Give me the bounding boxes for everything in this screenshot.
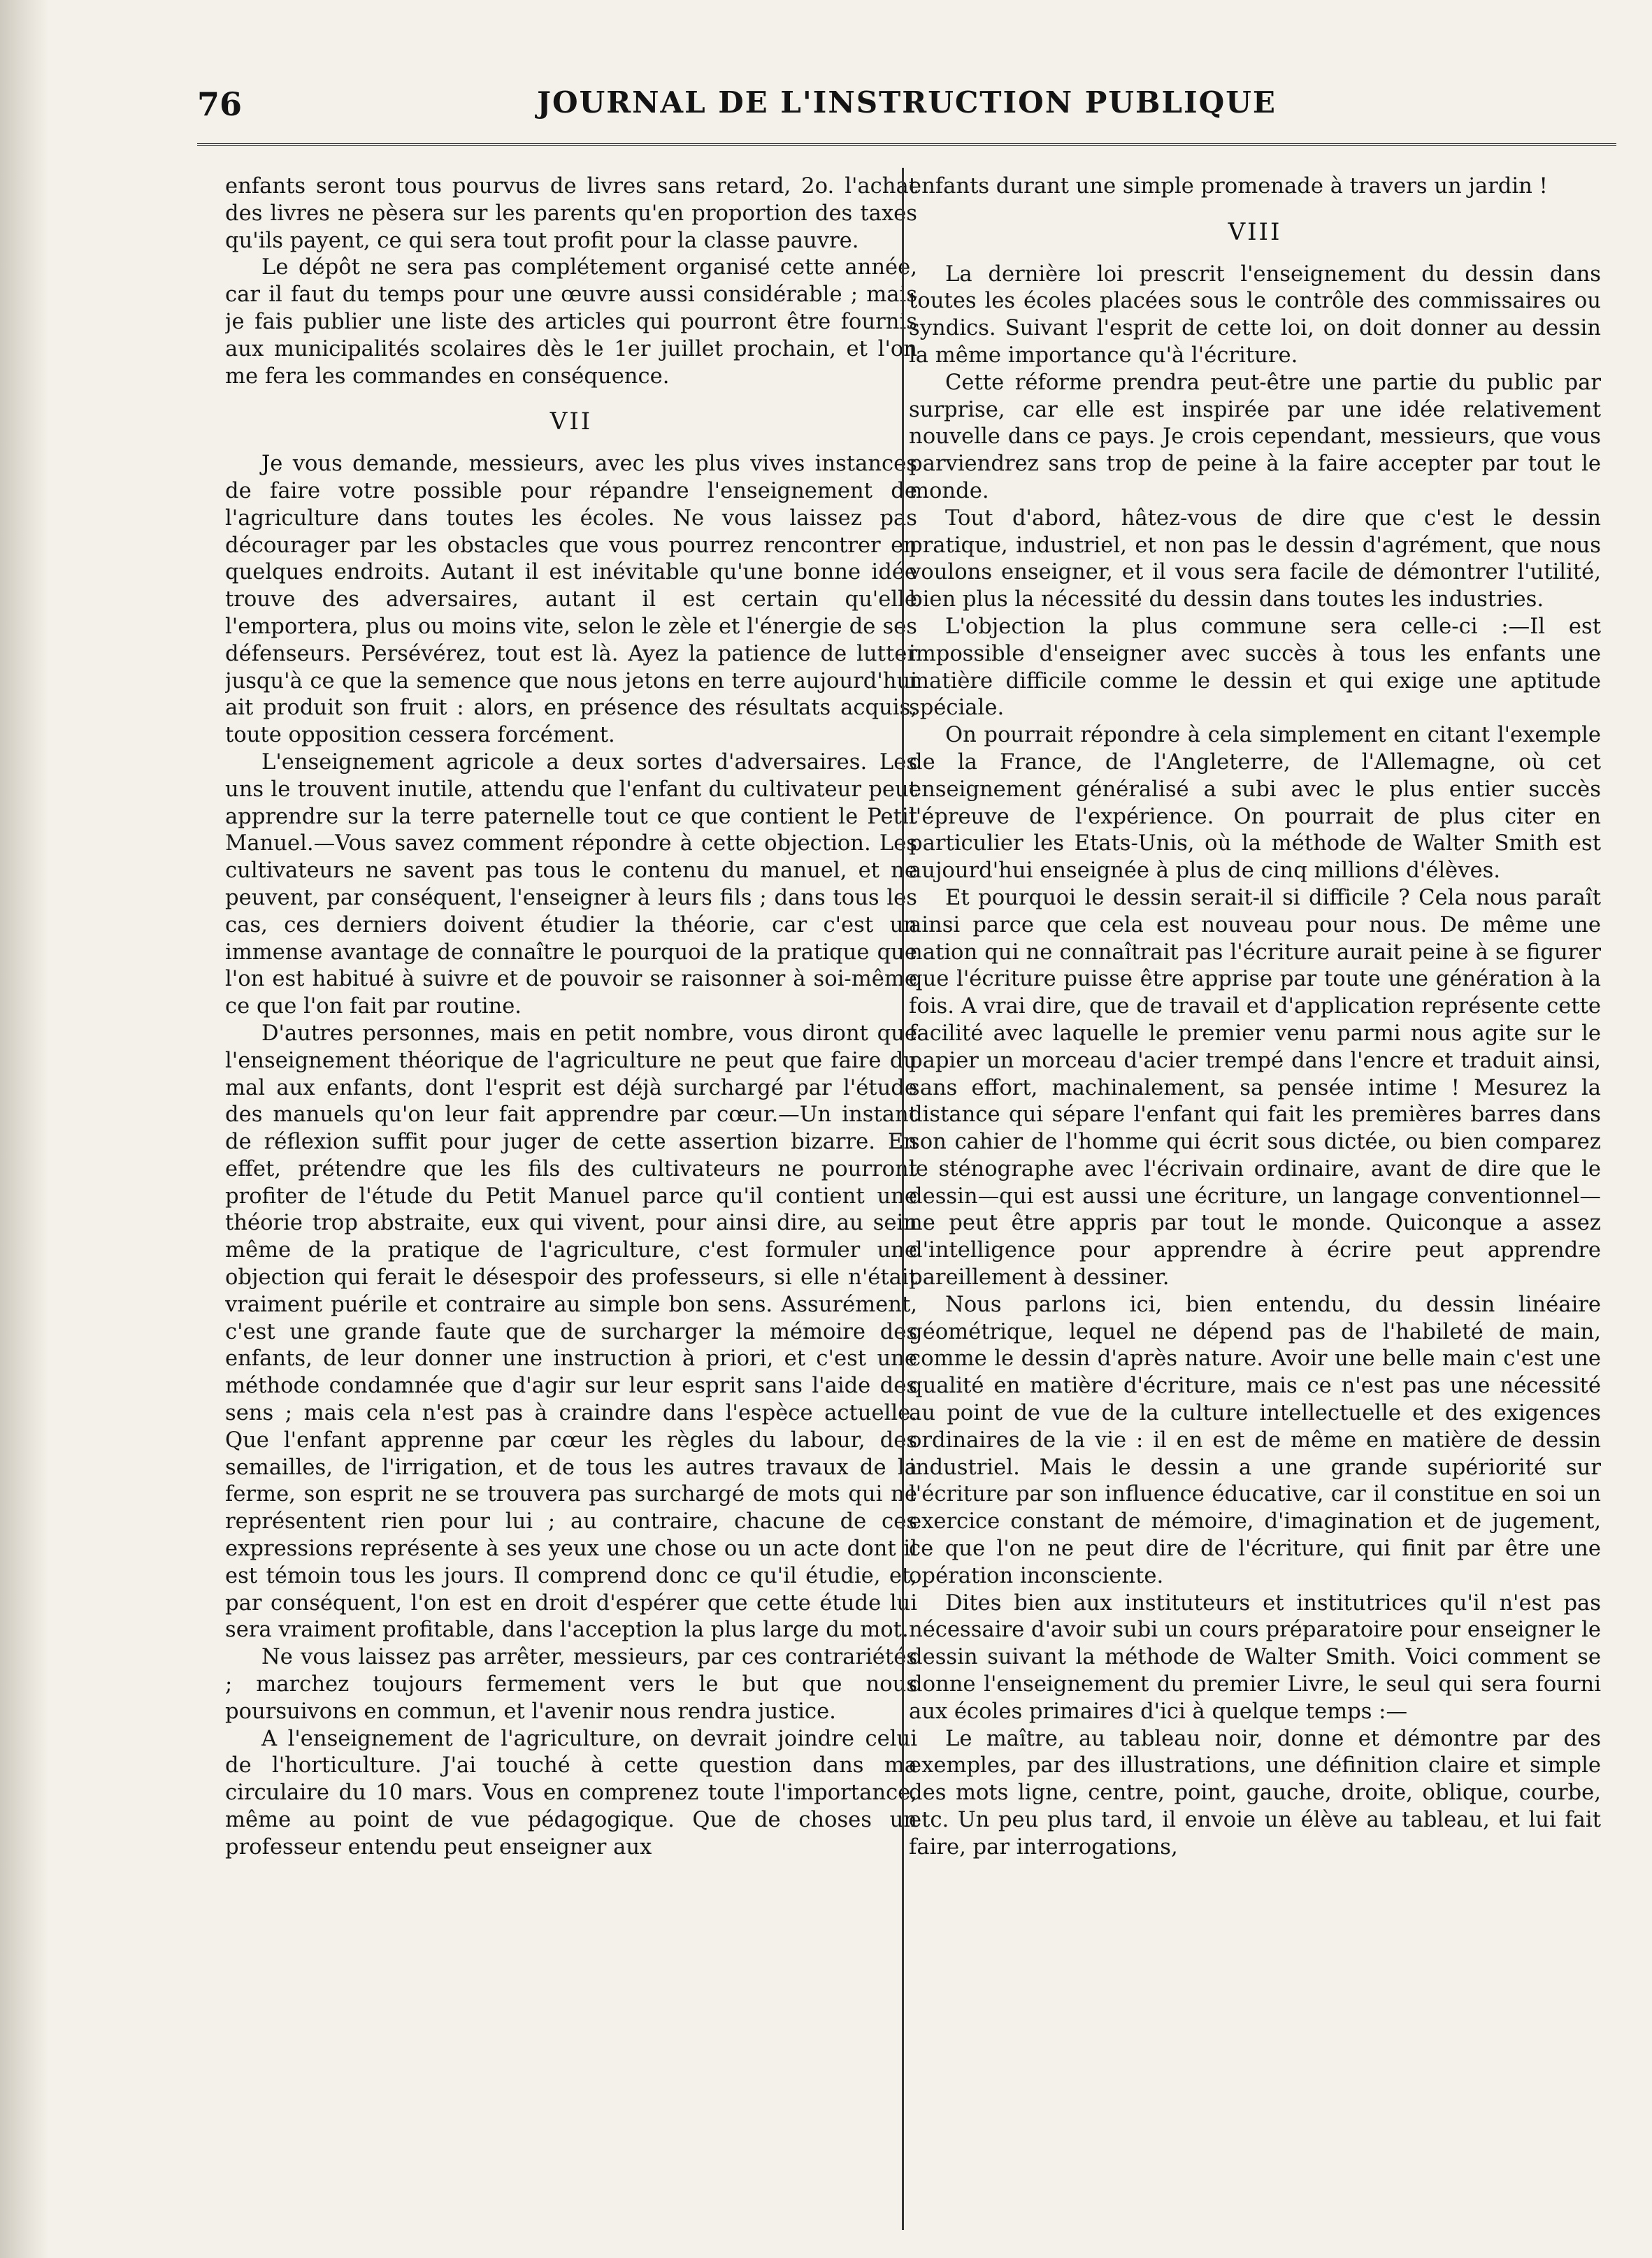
paragraph: A l'enseignement de l'agriculture, on devrait joindre celui de l'horticulture. J'ai touché à cette question dans ma circulaire du 10 mars. Vous en comprenez toute l'importance, même au point de vue pédagogique. Que de choses un professeur entendu peut enseigner aux xyxy=(225,1726,917,1860)
paragraph: D'autres personnes, mais en petit nombre, vous diront que l'enseignement théorique de l'agriculture ne peut que faire du mal aux enfants, dont l'esprit est déjà surchargé par l'étude des manuels qu'on leur fait apprendre par cœur.—Un instant de réflexion suffit pour juger de cette assertion bizarre. En effet, prétendre que les fils des cultivateurs ne pourront profiter de l'étude du Petit Manuel parce qu'il contient une théorie trop abstraite, eux qui vivent, pour ainsi dire, au sein même de la pratique de l'agriculture, c'est formuler une objection qui ferait le désespoir des professeurs, si elle n'était vraiment puérile et contraire au simple bon sens. Assurément, c'est une grande faute que de surcharger la mémoire des enfants, de leur donner une instruction à priori, et c'est une méthode condamnée que d'agir sur leur esprit sans l'aide des sens ; mais cela n'est pas à craindre dans l'espèce actuelle. Que l'enfant apprenne par cœur les règles du labour, des semailles, de l'irrigation, et de tous les autres travaux de la ferme, son esprit ne se trouvera pas surchargé de mots qui ne représentent rien pour lui ; au contraire, chacune de ces expressions représente à ses yeux une chose ou un acte dont il est témoin tous les jours. Il comprend donc ce qu'il étudie, et, par conséquent, l'on est en droit d'espérer que cette étude lui sera vraiment profitable, dans l'acception la plus large du mot. xyxy=(225,1021,917,1643)
header-rule xyxy=(197,143,1616,146)
section-heading: VIII xyxy=(1228,217,1282,246)
paragraph: Je vous demande, messieurs, avec les plus vives instances de faire votre possible pour répandre l'enseignement de l'agriculture dans toutes les écoles. Ne vous laissez pas décourager par les obstacles que vous pourrez rencontrer en quelques endroits. Autant il est inévitable qu'une bonne idée trouve des adversaires, autant il est certain qu'elle l'emportera, plus ou moins vite, selon le zèle et l'énergie de ses défenseurs. Persévérez, tout est là. Ayez la patience de lutter jusqu'à ce que la semence que nous jetons en terre aujourd'hui ait produit son fruit : alors, en présence des résultats acquis, toute opposition cessera forcément. xyxy=(225,452,917,748)
paragraph: Dites bien aux instituteurs et institutrices qu'il n'est pas nécessaire d'avoir subi un cours préparatoire pour enseigner le dessin suivant la méthode de Walter Smith. Voici comment se donne l'enseignement du premier Livre, le seul qui sera fourni aux écoles primaires d'ici à quelque temps :— xyxy=(909,1590,1601,1724)
paragraph: enfants durant une simple promenade à travers un jardin ! xyxy=(909,174,1548,199)
paragraph: Cette réforme prendra peut-être une partie du public par surprise, car elle est inspirée par une idée relativement nouvelle dans ce pays. Je crois cependant, messieurs, que vous parviendrez sans trop de peine à la faire accepter par tout le monde. xyxy=(909,370,1601,503)
paragraph: Tout d'abord, hâtez-vous de dire que c'est le dessin pratique, industriel, et non pas le dessin d'agrément, que nous voulons enseigner, et il vous sera facile de démontrer l'utilité, bien plus la nécessité du dessin dans toutes les industries. xyxy=(909,505,1601,612)
column-divider xyxy=(902,168,904,2230)
journal-title: JOURNAL DE L'INSTRUCTION PUBLIQUE xyxy=(537,85,1277,120)
section-heading: VII xyxy=(550,408,593,436)
page-number: 76 xyxy=(197,85,243,123)
paragraph: On pourrait répondre à cela simplement en citant l'exemple de la France, de l'Angleterre, de l'Allemagne, où cet enseignement généralisé a subi avec le plus entier succès l'épreuve de l'expérience. On pourrait de plus citer en particulier les Etats-Unis, où la méthode de Walter Smith est aujourd'hui enseignée à plus de cinq millions d'élèves. xyxy=(909,723,1601,884)
paragraph: Le maître, au tableau noir, donne et démontre par des exemples, par des illustrations, une définition claire et simple des mots ligne, centre, point, gauche, droite, oblique, courbe, etc. Un peu plus tard, il envoie un élève au tableau, et lui fait faire, par interrogations, xyxy=(909,1726,1601,1860)
paragraph: L'objection la plus commune sera celle-ci :—Il est impossible d'enseigner avec succès à tous les enfants une matière difficile comme le dessin et qui exige une aptitude spéciale. xyxy=(909,614,1601,721)
page-header xyxy=(197,82,1616,127)
paragraph: Nous parlons ici, bien entendu, du dessin linéaire géométrique, lequel ne dépend pas de l'habileté de main, comme le dessin d'après nature. Avoir une belle main c'est une qualité en matière d'écriture, mais ce n'est pas une nécessité au point de vue de la culture intellectuelle et des exigences ordinaires de la vie : il en est de même en matière de dessin industriel. Mais le dessin a une grande supériorité sur l'écriture par son influence éducative, car il constitue en soi un exercice constant de mémoire, d'imagination et de jugement, ce que l'on ne peut dire de l'écriture, qui finit par être une opération inconsciente. xyxy=(909,1292,1601,1588)
paragraph: Et pourquoi le dessin serait-il si difficile ? Cela nous paraît ainsi parce que cela est nouveau pour nous. De même une nation qui ne connaîtrait pas l'écriture aurait peine à se figurer que l'écriture puisse être apprise par toute une génération à la fois. A vrai dire, que de travail et d'application représente cette facilité avec laquelle le premier venu parmi nous agite sur le papier un morceau d'acier trempé dans l'encre et traduit ainsi, sans effort, machinalement, sa pensée intime ! Mesurez la distance qui sépare l'enfant qui fait les premières barres dans son cahier de l'homme qui écrit sous dictée, ou bien comparez le sténographe avec l'écrivain ordinaire, avant de dire que le dessin—qui est aussi une écriture, un langage conventionnel—ne peut être appris par tout le monde. Quiconque a assez d'intelligence pour apprendre à écrire peut apprendre pareillement à dessiner. xyxy=(909,885,1601,1290)
page-edge-shadow xyxy=(0,0,49,2258)
paragraph: L'enseignement agricole a deux sortes d'adversaires. Les uns le trouvent inutile, attendu que l'enfant du cultivateur peut apprendre sur la terre paternelle tout ce que contient le Petit Manuel.—Vous savez comment répondre à cette objection. Les cultivateurs ne savent pas tous le contenu du manuel, et ne peuvent, par conséquent, l'enseigner à leurs fils ; dans tous les cas, ces derniers doivent étudier la théorie, car c'est un immense avantage de connaître le pourquoi de la pratique que l'on est habitué à suivre et de pouvoir se raisonner à soi-même ce que l'on fait par routine. xyxy=(225,749,917,1019)
paragraph: Le dépôt ne sera pas complétement organisé cette année, car il faut du temps pour une œuvre aussi considérable ; mais je fais publier une liste des articles qui pourront être fournis aux municipalités scolaires dès le 1er juillet prochain, et l'on me fera les commandes en conséquence. xyxy=(225,255,917,389)
paragraph: enfants seront tous pourvus de livres sans retard, 2o. l'achat des livres ne pèsera sur les parents qu'en proportion des taxes qu'ils payent, ce qui sera tout profit pour la classe pauvre. xyxy=(225,174,917,253)
right-column xyxy=(909,173,1601,2243)
paragraph: La dernière loi prescrit l'enseignement du dessin dans toutes les écoles placées sous le contrôle des commissaires ou syndics. Suivant l'esprit de cette loi, on doit donner au dessin la même importance qu'à l'écriture. xyxy=(909,261,1601,368)
left-column xyxy=(225,173,917,2243)
paragraph: Ne vous laissez pas arrêter, messieurs, par ces contrariétés ; marchez toujours fermement vers le but que nous poursuivons en commun, et l'avenir nous rendra justice. xyxy=(225,1645,917,1724)
